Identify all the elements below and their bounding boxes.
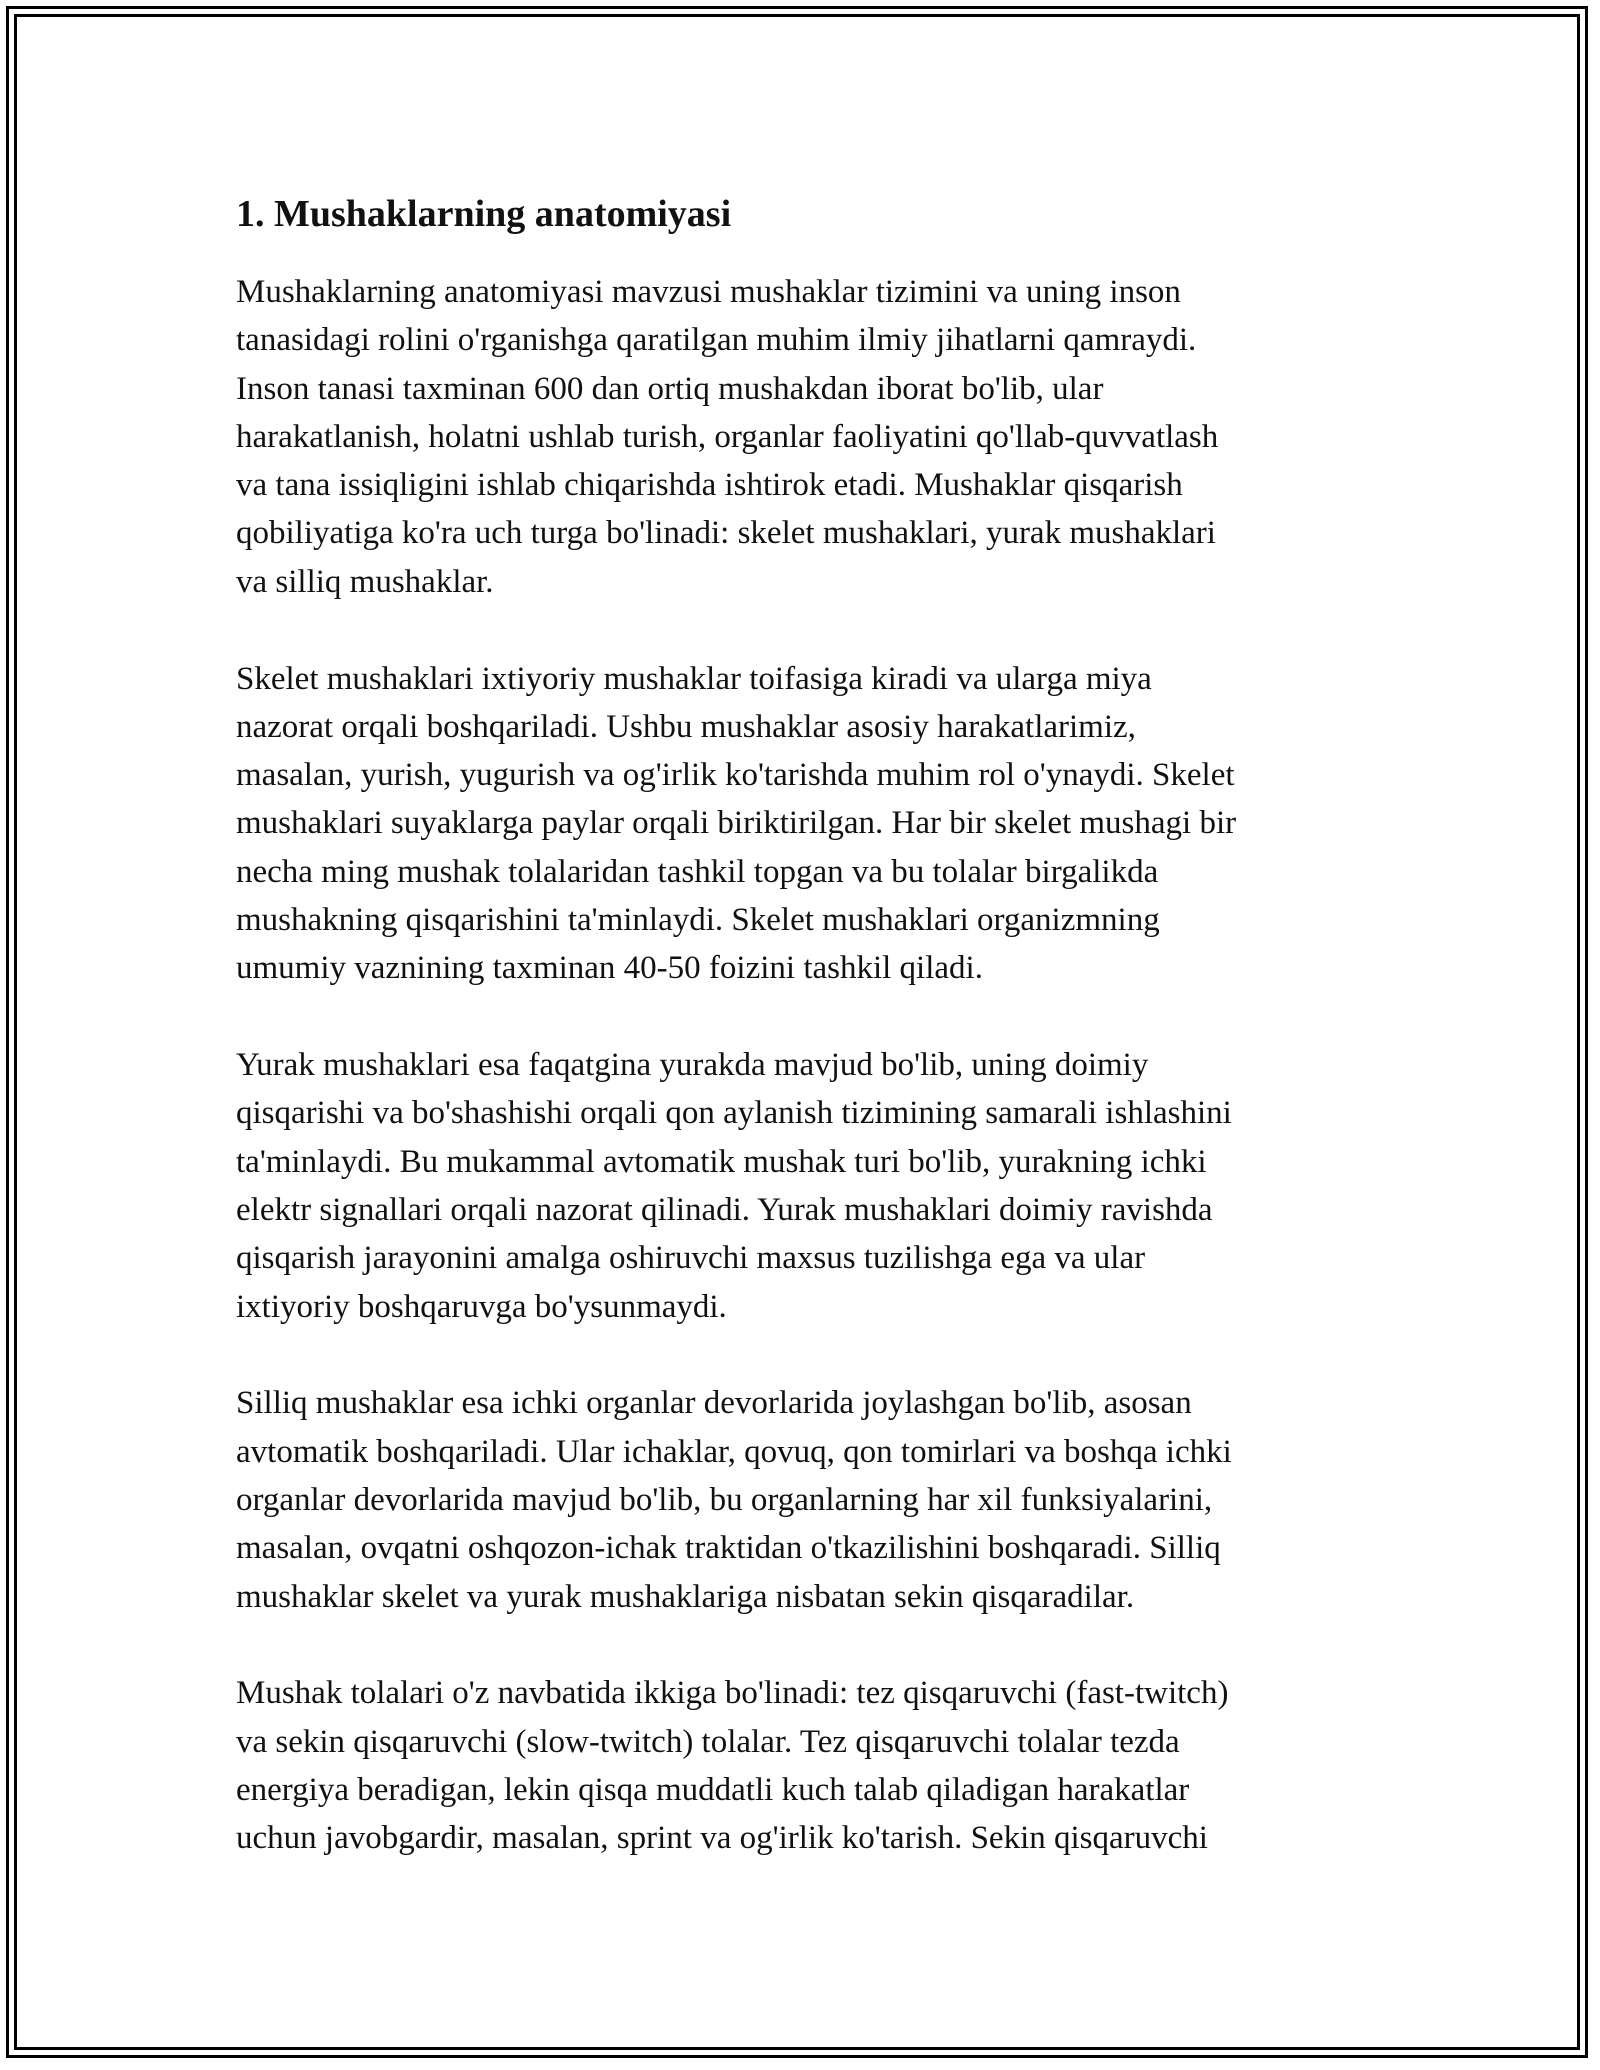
paragraph-line: ixtiyoriy boshqaruvga bo'ysunmaydi. [236, 1288, 727, 1325]
paragraph-5 [236, 1669, 1376, 1862]
paragraph-line: uchun javobgardir, masalan, sprint va og'irlik ko'tarish. Sekin qisqaruvchi [236, 1820, 1208, 1857]
paragraph-line: harakatlanish, holatni ushlab turish, organlar faoliyatini qo'llab-quvvatlash [236, 418, 1219, 455]
paragraph-line: masalan, ovqatni oshqozon-ichak traktidan o'tkazilishini boshqaradi. Silliq [236, 1530, 1221, 1567]
paragraph-line: va silliq mushaklar. [236, 563, 494, 600]
paragraph-line: qisqarishi va bo'shashishi orqali qon aylanish tizimining samarali ishlashini [236, 1095, 1232, 1132]
paragraph-line: Yurak mushaklari esa faqatgina yurakda mavjud bo'lib, uning doimiy [236, 1047, 1149, 1084]
paragraph-1 [236, 268, 1376, 606]
paragraphs-container [236, 268, 1376, 1863]
paragraph-line: umumiy vaznining taxminan 40-50 foizini tashkil qiladi. [236, 950, 983, 987]
paragraph-line: organlar devorlarida mavjud bo'lib, bu organlarning har xil funksiyalarini, [236, 1482, 1213, 1519]
paragraph-line: qobiliyatiga ko'ra uch turga bo'linadi: skelet mushaklari, yurak mushaklari [236, 515, 1216, 552]
paragraph-line: Inson tanasi taxminan 600 dan ortiq mushakdan iborat bo'lib, ular [236, 370, 1104, 407]
paragraph-2 [236, 655, 1376, 993]
paragraph-line: Mushaklarning anatomiyasi mavzusi mushaklar tizimini va uning inson [236, 274, 1181, 310]
paragraph-line: avtomatik boshqariladi. Ular ichaklar, qovuq, qon tomirlari va boshqa ichki [236, 1433, 1232, 1470]
paragraph-4 [236, 1379, 1376, 1620]
paragraph-line: qisqarish jarayonini amalga oshiruvchi maxsus tuzilishga ega va ular [236, 1240, 1146, 1277]
paragraph-line: mushakning qisqarishini ta'minlaydi. Skelet mushaklari organizmning [236, 902, 1160, 939]
paragraph-line: Mushak tolalari o'z navbatida ikkiga bo'linadi: tez qisqaruvchi (fast-twitch) [236, 1675, 1229, 1712]
paragraph-line: energiya beradigan, lekin qisqa muddatli kuch talab qiladigan harakatlar [236, 1772, 1190, 1809]
paragraph-line: nazorat orqali boshqariladi. Ushbu mushaklar asosiy harakatlarimiz, [236, 708, 1136, 745]
paragraph-line: elektr signallari orqali nazorat qilinadi. Yurak mushaklari doimiy ravishda [236, 1192, 1213, 1229]
paragraph-line: necha ming mushak tolalaridan tashkil topgan va bu tolalar birgalikda [236, 853, 1159, 890]
paragraph-line: va sekin qisqaruvchi (slow-twitch) tolalar. Tez qisqaruvchi tolalar tezda [236, 1723, 1180, 1760]
section-heading: 1. Mushaklarning anatomiyasi [236, 193, 732, 235]
paragraph-line: Skelet mushaklari ixtiyoriy mushaklar toifasiga kiradi va ularga miya [236, 660, 1152, 697]
paragraph-line: masalan, yurish, yugurish va og'irlik ko'tarishda muhim rol o'ynaydi. Skelet [236, 757, 1235, 794]
paragraph-line: ta'minlaydi. Bu mukammal avtomatik mushak turi bo'lib, yurakning ichki [236, 1143, 1207, 1180]
paragraph-3 [236, 1041, 1376, 1331]
paragraph-line: mushaklar skelet va yurak mushaklariga nisbatan sekin qisqaradilar. [236, 1578, 1135, 1615]
document-body [236, 186, 1376, 1911]
paragraph-line: Silliq mushaklar esa ichki organlar devorlarida joylashgan bo'lib, asosan [236, 1385, 1192, 1422]
paragraph-line: mushaklari suyaklarga paylar orqali biriktirilgan. Har bir skelet mushagi bir [236, 805, 1237, 842]
paragraph-line: va tana issiqligini ishlab chiqarishda ishtirok etadi. Mushaklar qisqarish [236, 467, 1183, 504]
paragraph-line: tanasidagi rolini o'rganishga qaratilgan muhim ilmiy jihatlarni qamraydi. [236, 322, 1197, 359]
